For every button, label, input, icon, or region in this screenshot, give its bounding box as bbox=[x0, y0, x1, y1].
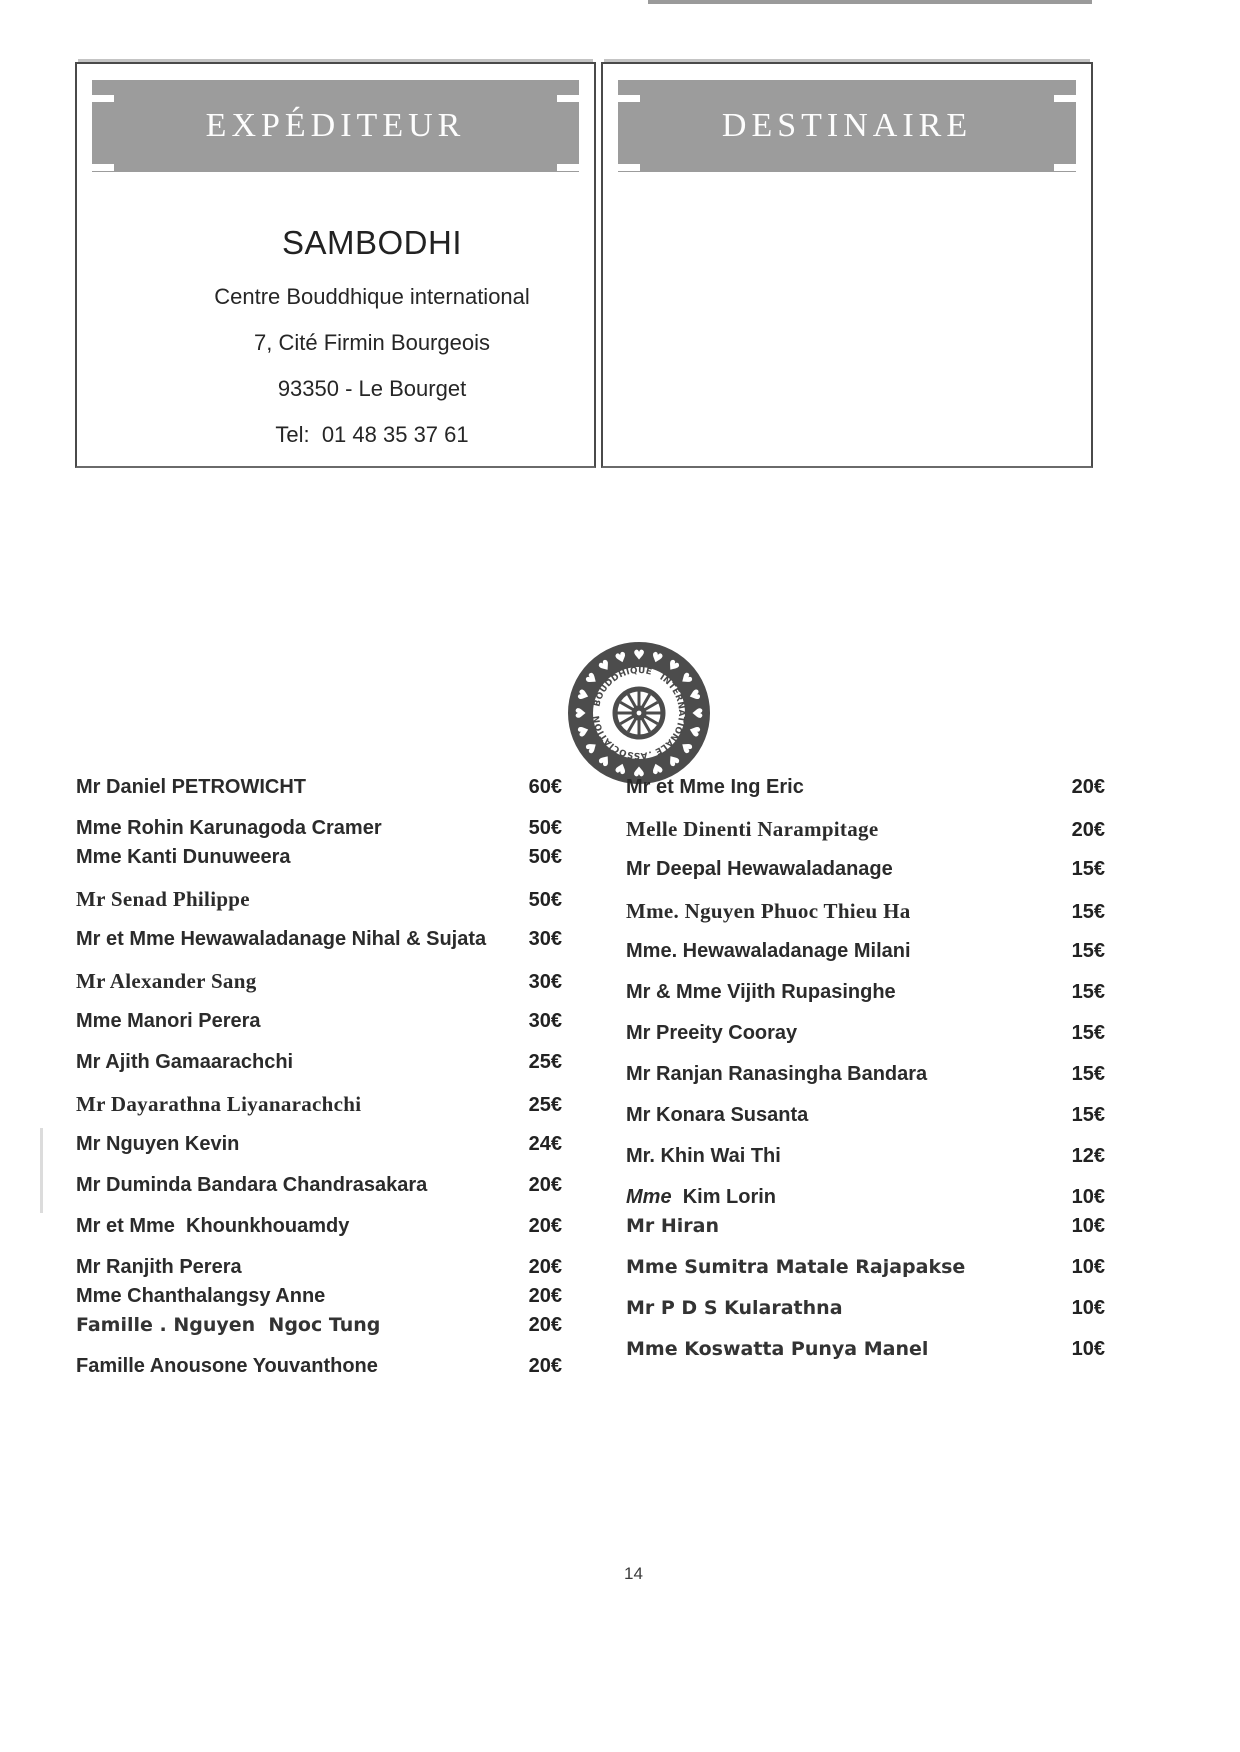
donor-amount: 10€ bbox=[1071, 1256, 1105, 1278]
donor-amount: 24€ bbox=[528, 1133, 562, 1155]
donor-name: Melle Dinenti Narampitage bbox=[626, 817, 879, 841]
donation-list-left bbox=[76, 776, 562, 1396]
donor-row bbox=[76, 1314, 562, 1355]
donor-name: Mr Nguyen Kevin bbox=[76, 1133, 240, 1155]
donor-amount: 20€ bbox=[1071, 776, 1105, 798]
donor-row bbox=[626, 1104, 1105, 1145]
donor-name: Mme Sumitra Matale Rajapakse bbox=[626, 1256, 966, 1278]
donor-row bbox=[76, 1285, 562, 1314]
donor-row bbox=[626, 981, 1105, 1022]
donor-name: Mr Dayarathna Liyanarachchi bbox=[76, 1092, 362, 1116]
sender-banner bbox=[92, 80, 579, 172]
donor-name: Mr Alexander Sang bbox=[76, 969, 257, 993]
donor-name: Mr et Mme Ing Eric bbox=[626, 776, 804, 798]
svg-text:♥: ♥ bbox=[648, 648, 665, 668]
donor-amount: 15€ bbox=[1071, 981, 1105, 1003]
donor-amount: 20€ bbox=[528, 1314, 562, 1336]
donor-name: Mme Manori Perera bbox=[76, 1010, 261, 1032]
donor-amount: 30€ bbox=[528, 971, 562, 993]
donor-amount: 50€ bbox=[528, 846, 562, 868]
donor-name: Mme Chanthalangsy Anne bbox=[76, 1285, 326, 1307]
svg-text:♥: ♥ bbox=[663, 749, 683, 770]
donor-amount: 20€ bbox=[528, 1174, 562, 1196]
donor-amount: 15€ bbox=[1071, 901, 1105, 923]
svg-text:♥: ♥ bbox=[573, 706, 590, 720]
svg-text:♥: ♥ bbox=[613, 648, 630, 668]
donor-row bbox=[626, 1338, 1105, 1379]
svg-text:♥: ♥ bbox=[684, 722, 704, 739]
donor-row bbox=[626, 1022, 1105, 1063]
scan-artifact bbox=[40, 1128, 43, 1213]
donor-amount: 25€ bbox=[528, 1094, 562, 1116]
sender-org-name: SAMBODHI bbox=[281, 224, 463, 261]
scan-edge-line bbox=[648, 0, 1092, 4]
donor-amount: 15€ bbox=[1071, 858, 1105, 880]
svg-text:♥: ♥ bbox=[675, 669, 696, 689]
donor-row bbox=[76, 1133, 562, 1174]
donor-amount: 50€ bbox=[528, 817, 562, 839]
stamp-arc-text-association: ASSOCIATION bbox=[591, 714, 648, 761]
sender-address-line: 7, Cité Firmin Bourgeois bbox=[254, 330, 490, 355]
donor-row bbox=[626, 1145, 1105, 1186]
donation-list-right bbox=[626, 776, 1105, 1379]
donor-amount: 15€ bbox=[1071, 1063, 1105, 1085]
sender-phone-line: Tel: 01 48 35 37 61 bbox=[275, 422, 469, 447]
recipient-banner bbox=[618, 80, 1076, 172]
right-bracket-icon bbox=[557, 95, 588, 171]
donor-amount: 25€ bbox=[528, 1051, 562, 1073]
donor-name: Mr Ranjan Ranasingha Bandara bbox=[626, 1063, 928, 1085]
sender-address-line: 93350 - Le Bourget bbox=[277, 376, 467, 401]
donor-name: Famille . Nguyen Ngoc Tung bbox=[76, 1314, 381, 1336]
svg-text:♥: ♥ bbox=[632, 647, 646, 664]
svg-text:♥: ♥ bbox=[574, 722, 594, 739]
stamp-arc-text-bouddhique: BOUDDHIQUE bbox=[592, 665, 653, 708]
recipient-banner-title: DESTINAIRE bbox=[721, 107, 973, 144]
svg-text:♥: ♥ bbox=[632, 762, 646, 779]
donor-row bbox=[76, 817, 562, 846]
donor-row bbox=[76, 928, 562, 969]
svg-text:♥: ♥ bbox=[675, 737, 696, 757]
sender-address-line: Centre Bouddhique international bbox=[214, 284, 530, 309]
donor-row bbox=[626, 1063, 1105, 1104]
donor-row bbox=[626, 1186, 1105, 1215]
donor-row bbox=[76, 846, 562, 887]
donor-name: Mr Hiran bbox=[626, 1215, 720, 1237]
dharma-wheel-icon bbox=[615, 689, 663, 737]
donor-name: Famille Anousone Youvanthone bbox=[76, 1355, 378, 1377]
donor-row bbox=[626, 1297, 1105, 1338]
association-stamp bbox=[558, 632, 720, 794]
donor-amount: 15€ bbox=[1071, 1022, 1105, 1044]
donor-name: Mme Rohin Karunagoda Cramer bbox=[76, 817, 382, 839]
donor-name: Mr Ranjith Perera bbox=[76, 1256, 242, 1278]
donor-amount: 12€ bbox=[1071, 1145, 1105, 1167]
donor-name: Mme. Hewawaladanage Milani bbox=[626, 940, 911, 962]
donor-name: Mme Kanti Dunuweera bbox=[76, 846, 291, 868]
svg-text:♥: ♥ bbox=[663, 656, 683, 677]
donor-row bbox=[76, 1092, 562, 1133]
donor-name: Mme Kim Lorin bbox=[626, 1186, 777, 1208]
donor-row bbox=[76, 1215, 562, 1256]
donor-name: Mr. Khin Wai Thi bbox=[626, 1145, 781, 1167]
donor-amount: 15€ bbox=[1071, 940, 1105, 962]
page-number: 14 bbox=[624, 1564, 643, 1583]
svg-text:♥: ♥ bbox=[688, 706, 705, 720]
donor-row bbox=[76, 776, 562, 817]
sender-banner-title: EXPÉDITEUR bbox=[205, 107, 466, 144]
donor-amount: 30€ bbox=[528, 1010, 562, 1032]
svg-text:♥: ♥ bbox=[595, 656, 615, 677]
donor-row bbox=[76, 887, 562, 928]
donor-row bbox=[626, 899, 1105, 940]
donor-row bbox=[626, 1215, 1105, 1256]
donor-row bbox=[76, 1051, 562, 1092]
donor-name: Mr Senad Philippe bbox=[76, 887, 250, 911]
donor-amount: 20€ bbox=[528, 1285, 562, 1307]
donor-amount: 10€ bbox=[1071, 1215, 1105, 1237]
donor-amount: 10€ bbox=[1071, 1186, 1105, 1208]
donor-name: Mr et Mme Khounkhouamdy bbox=[76, 1215, 350, 1237]
donor-amount: 20€ bbox=[528, 1215, 562, 1237]
donor-amount: 20€ bbox=[528, 1355, 562, 1377]
donor-amount: 10€ bbox=[1071, 1297, 1105, 1319]
sender-box bbox=[75, 62, 596, 468]
svg-text:♥: ♥ bbox=[648, 758, 665, 778]
donor-amount: 15€ bbox=[1071, 1104, 1105, 1126]
donor-name: Mr P D S Kularathna bbox=[626, 1297, 843, 1319]
donor-name: Mr Duminda Bandara Chandrasakara bbox=[76, 1174, 428, 1196]
svg-text:♥: ♥ bbox=[582, 669, 603, 689]
left-bracket-icon bbox=[609, 95, 640, 171]
recipient-box bbox=[601, 62, 1093, 468]
donor-row bbox=[626, 817, 1105, 858]
donor-amount: 50€ bbox=[528, 889, 562, 911]
donor-row bbox=[76, 969, 562, 1010]
donor-row bbox=[626, 858, 1105, 899]
svg-text:♥: ♥ bbox=[582, 737, 603, 757]
stamp-arc-text-internationale: INTERNATIONALE . bbox=[647, 672, 687, 759]
donor-row bbox=[76, 1174, 562, 1215]
donor-amount: 20€ bbox=[1071, 819, 1105, 841]
donor-name: Mr Daniel PETROWICHT bbox=[76, 776, 307, 798]
donor-name: Mme Koswatta Punya Manel bbox=[626, 1338, 929, 1360]
donor-row bbox=[626, 776, 1105, 817]
donor-amount: 10€ bbox=[1071, 1338, 1105, 1360]
donor-name: Mr & Mme Vijith Rupasinghe bbox=[626, 981, 896, 1003]
donor-name: Mme. Nguyen Phuoc Thieu Ha bbox=[626, 899, 911, 923]
donor-name: Mr Deepal Hewawaladanage bbox=[626, 858, 893, 880]
donor-row bbox=[76, 1010, 562, 1051]
donor-name: Mr Konara Susanta bbox=[626, 1104, 809, 1126]
donor-name: Mr et Mme Hewawaladanage Nihal & Sujata bbox=[76, 928, 487, 950]
donor-name: Mr Ajith Gamaarachchi bbox=[76, 1051, 294, 1073]
donor-row bbox=[76, 1355, 562, 1396]
donor-row bbox=[626, 1256, 1105, 1297]
donor-amount: 60€ bbox=[528, 776, 562, 798]
donor-row bbox=[76, 1256, 562, 1285]
sender-address-block bbox=[142, 224, 602, 458]
donor-amount: 20€ bbox=[528, 1256, 562, 1278]
donor-row bbox=[626, 940, 1105, 981]
donor-amount: 30€ bbox=[528, 928, 562, 950]
donor-name: Mr Preeity Cooray bbox=[626, 1022, 798, 1044]
left-bracket-icon bbox=[83, 95, 114, 171]
right-bracket-icon bbox=[1054, 95, 1085, 171]
svg-text:♥: ♥ bbox=[595, 749, 615, 770]
svg-text:♥: ♥ bbox=[574, 687, 594, 704]
svg-text:♥: ♥ bbox=[684, 687, 704, 704]
svg-text:♥: ♥ bbox=[613, 758, 630, 778]
